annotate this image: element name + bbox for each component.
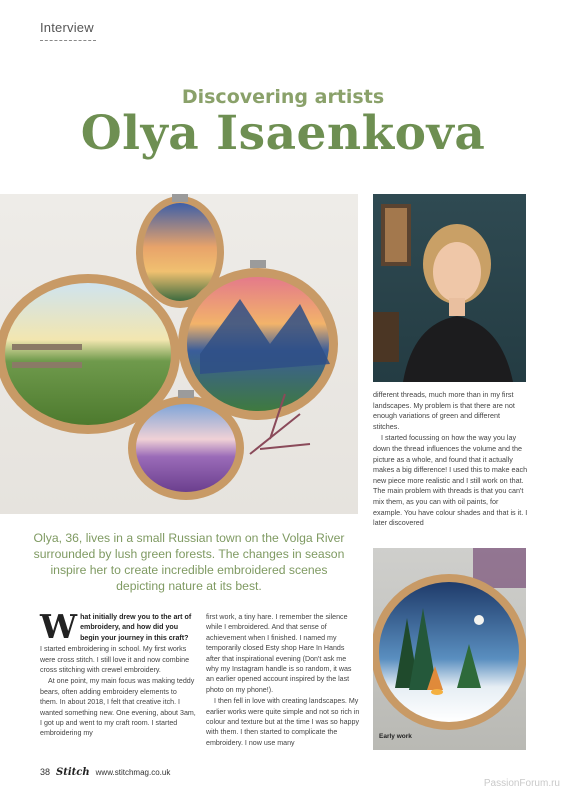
body-paragraph: different threads, much more than in my first landscapes. My problem is that there are not enough variations of green and different stitches.	[373, 390, 515, 431]
body-paragraph: At one point, my main focus was making teddy bears, often adding embroidery elements to them. In about 2018, I felt that creative itch. I wanted something new. One evening, about 3am, I got up and went to my craft room. I started embroidering my	[40, 677, 196, 738]
section-label: Interview	[40, 20, 94, 35]
watermark: PassionForum.ru	[483, 778, 560, 789]
page-number: 38	[40, 767, 51, 777]
article-standfirst: Olya, 36, lives in a small Russian town on the Volga River surrounded by lush green forests. The changes in season inspire her to create incredible embroidered scenes depicting nature at its best.	[33, 531, 345, 593]
hoop-embroidery-photo	[0, 194, 358, 514]
section-divider	[40, 40, 96, 41]
article-column-2	[206, 612, 360, 749]
article-column-1	[40, 607, 196, 740]
drop-cap: W	[40, 607, 78, 646]
body-paragraph: I started embroidering in school. My first works were cross stitch. I still love it and now combine cross stitching with crewel embroidery.	[40, 645, 190, 675]
body-paragraph: I then fell in love with creating landscapes. My earlier works were quite simple and not so rich in colour and texture but at the time I was so happy with them. I then started to complicate the embroidery. I now use many	[206, 697, 360, 747]
artist-portrait-illustration	[373, 194, 526, 382]
magazine-logo: Stitch	[56, 767, 90, 778]
page-footer	[40, 767, 170, 778]
artist-portrait-photo	[373, 194, 526, 382]
early-work-illustration	[373, 548, 526, 750]
body-paragraph: I started focussing on how the way you lay down the thread influences the volume and the picture as a whole, and found that it actually makes a big difference! I used this to make each new piece more realistic and I still work on that. The main problem with threads is that you can't mix them, as you can with oil paints, for example. You have colour shades and that is it. I later discovered	[373, 433, 528, 528]
early-work-photo	[373, 548, 526, 750]
hoop-embroidery-illustration	[0, 194, 358, 514]
interview-question: hat initially drew you to the art of embroidery, and how did you begin your journey in this craft?	[80, 613, 192, 642]
photo-caption: Early work	[379, 733, 412, 740]
website-url: www.stitchmag.co.uk	[95, 768, 171, 777]
body-paragraph: first work, a tiny hare. I remember the silence while I embroidered. And that sense of achievement when I finished. I named my temporarily closed Esty shop Hare In Hands after that inspirational evening (Don't ask me why my Instagram handle is so random, it was an earlier opened account inspired by the last photo on my phone!).	[206, 613, 352, 694]
article-kicker: Discovering artists	[181, 86, 385, 108]
question-paragraph	[40, 607, 196, 646]
article-column-3	[373, 390, 528, 530]
article-headline: Olya Isaenkova	[80, 106, 486, 161]
